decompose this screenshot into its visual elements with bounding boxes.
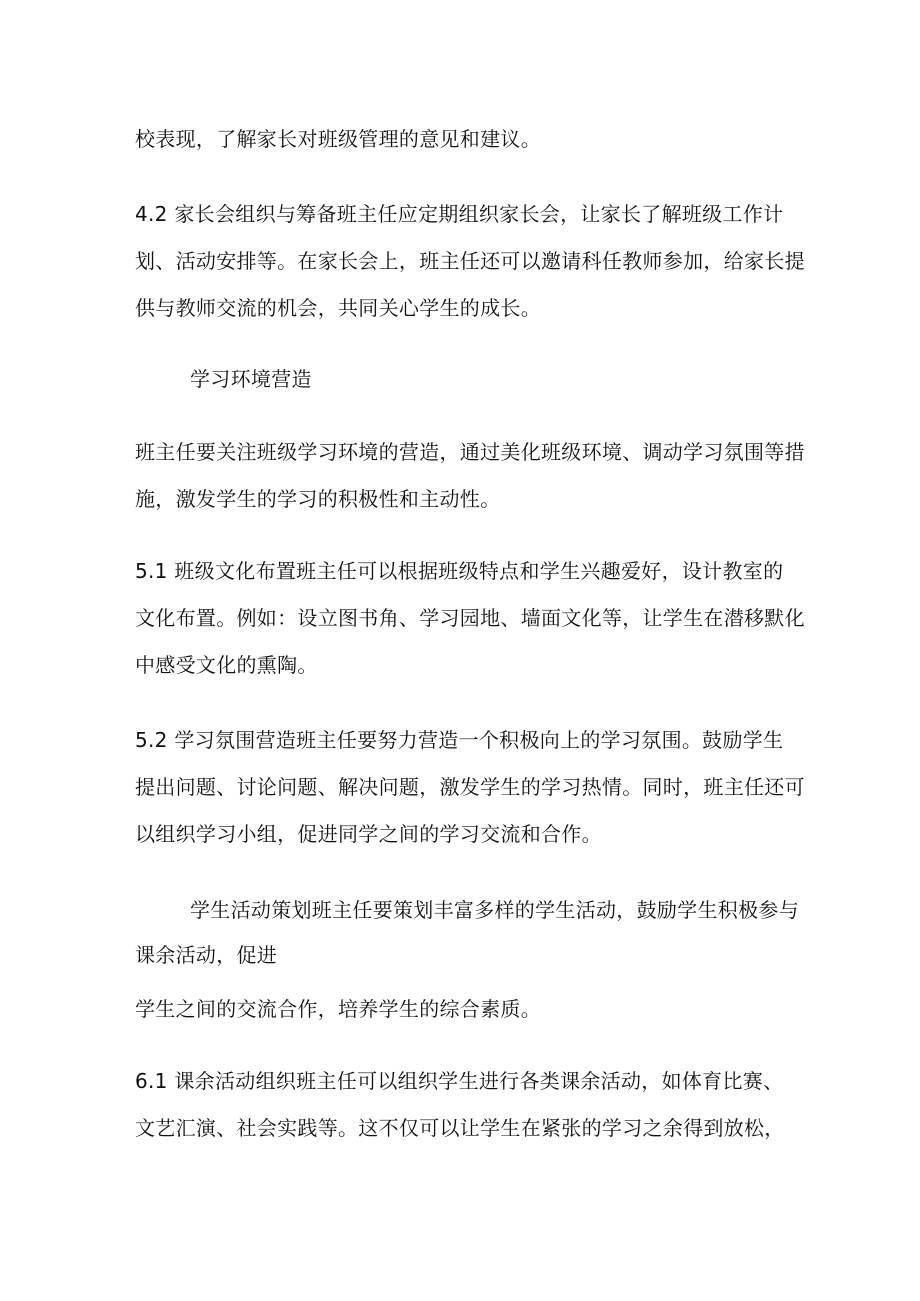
text-line-11: 5.2 学习氛围营造班主任要努力营造一个积极向上的学习氛围。鼓励学生 — [135, 728, 784, 752]
text-line-12: 提出问题、讨论问题、解决问题，激发学生的学习热情。同时，班主任还可 — [135, 775, 805, 799]
text-line-15: 课余活动，促进 — [135, 943, 278, 967]
text-line-2: 4.2 家长会组织与筹备班主任应定期组织家长会，让家长了解班级工作计 — [135, 202, 784, 226]
text-line-6: 班主任要关注班级学习环境的营造，通过美化班级环境、调动学习氛围等措 — [135, 440, 805, 464]
text-line-16: 学生之间的交流合作，培养学生的综合素质。 — [135, 997, 541, 1021]
text-line-10: 中感受文化的熏陶。 — [135, 653, 318, 677]
text-line-4: 供与教师交流的机会，共同关心学生的成长。 — [135, 296, 541, 320]
text-line-17: 6.1 课余活动组织班主任可以组织学生进行各类课余活动，如体育比赛、 — [135, 1069, 784, 1093]
section-heading-learning-environment: 学习环境营造 — [190, 367, 312, 391]
text-line-7: 施，激发学生的学习的积极性和主动性。 — [135, 487, 501, 511]
text-line-9: 文化布置。例如：设立图书角、学习园地、墙面文化等，让学生在潜移默化 — [135, 606, 805, 630]
text-line-18: 文艺汇演、社会实践等。这不仅可以让学生在紧张的学习之余得到放松， — [135, 1116, 785, 1140]
text-line-1: 校表现，了解家长对班级管理的意见和建议。 — [135, 127, 541, 151]
text-line-3: 划、活动安排等。在家长会上，班主任还可以邀请科任教师参加，给家长提 — [135, 249, 805, 273]
text-line-8: 5.1 班级文化布置班主任可以根据班级特点和学生兴趣爱好，设计教室的 — [135, 559, 784, 583]
text-line-13: 以组织学习小组，促进同学之间的学习交流和合作。 — [135, 822, 602, 846]
section-heading-student-activities: 学生活动策划班主任要策划丰富多样的学生活动，鼓励学生积极参与 — [190, 898, 799, 922]
